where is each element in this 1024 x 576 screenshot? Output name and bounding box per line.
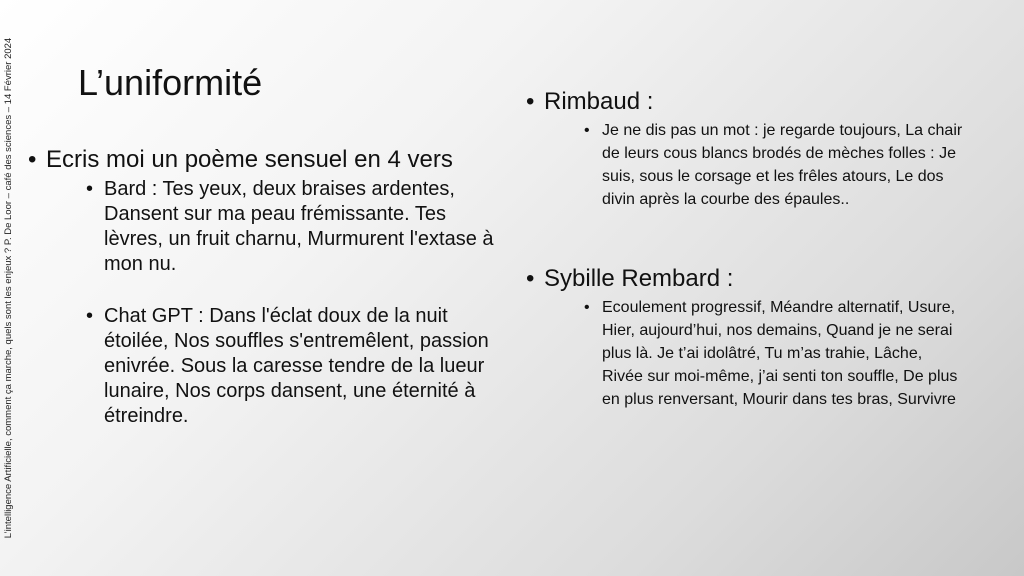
sybille-bullet — [526, 265, 966, 411]
chatgpt-answer — [84, 304, 508, 429]
rimbaud-heading: Rimbaud : — [544, 88, 654, 115]
sybille-heading: Sybille Rembard : — [544, 265, 734, 292]
sybille-poem — [582, 296, 966, 411]
right-column — [526, 88, 966, 411]
side-caption-container — [2, 4, 16, 572]
rimbaud-poem-text: Je ne dis pas un mot : je regarde toujours, La chair de leurs cous blancs brodés de mèches folles : Je suis, sous le corsage et les frêles atours, Le dos divin après la courbe des épaules.. — [602, 122, 963, 208]
rimbaud-bullet — [526, 88, 966, 211]
bard-answer — [84, 177, 508, 277]
slide-title: L’uniformité — [78, 62, 263, 103]
sybille-poem-text: Ecoulement progressif, Méandre alternatif, Usure, Hier, aujourd’hui, nos demains, Quand je ne serai plus là. Je t’ai idolâtré, Tu m’as trahie, Lâche, Rivée sur moi-même, j’ai senti ton souffle, De plus en plus renversant, Mourir dans tes bras, Survivre — [602, 299, 958, 408]
prompt-bullet — [28, 146, 508, 429]
bard-answer-text: Bard : Tes yeux, deux braises ardentes, Dansent sur ma peau frémissante. Tes lèvres, un fruit charnu, Murmurent l'extase à mon nu. — [104, 178, 494, 275]
chatgpt-answer-text: Chat GPT : Dans l'éclat doux de la nuit étoilée, Nos souffles s'entremêlent, passion enivrée. Sous la caresse tendre de la lueur lunaire, Nos corps dansent, une éternité à étreindre. — [104, 305, 489, 427]
side-caption: L’intelligence Artificielle, comment ça marche, quels sont les enjeux ? P. De Loor – café des sciences – 14 Février 2024 — [3, 37, 14, 539]
left-column — [28, 146, 508, 429]
rimbaud-poem — [582, 119, 966, 211]
prompt-text: Ecris moi un poème sensuel en 4 vers — [46, 146, 453, 173]
